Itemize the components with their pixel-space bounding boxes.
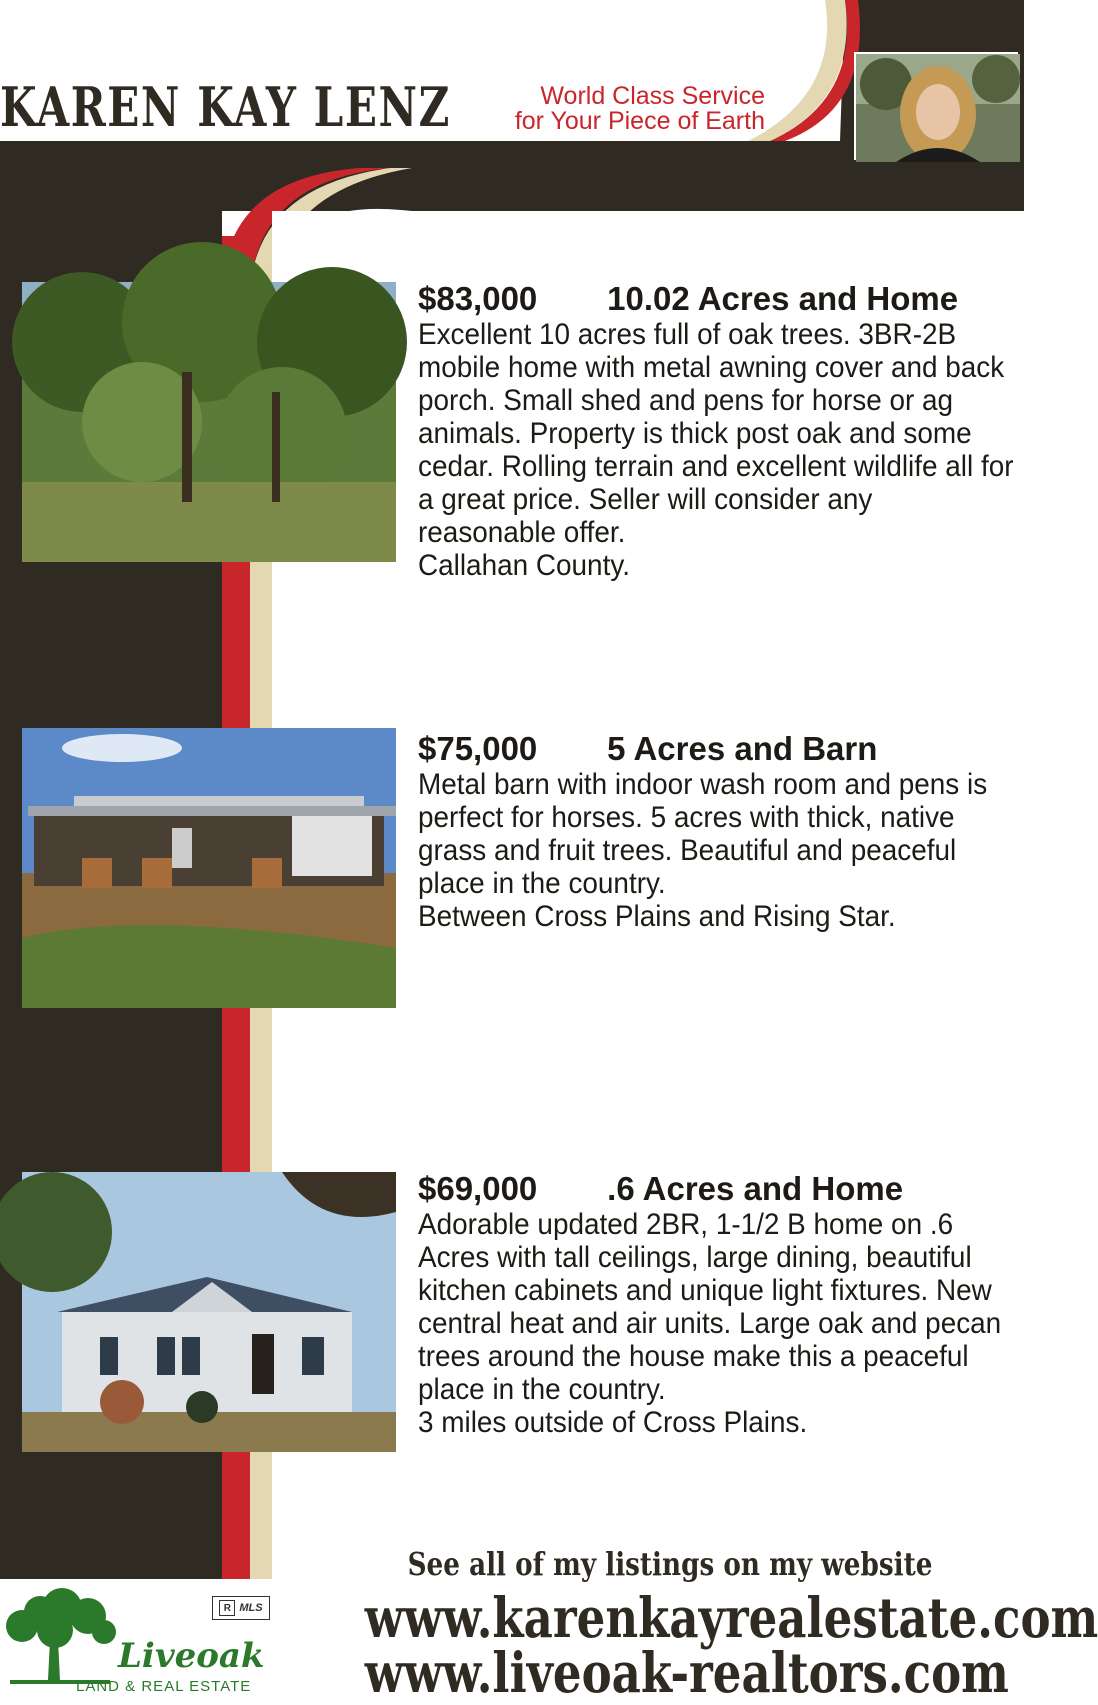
listing-3: [418, 1170, 1018, 1439]
listing-2: [418, 730, 1018, 933]
realtor-icon: R: [219, 1600, 235, 1616]
listing-photo-barn: [22, 728, 396, 1008]
listing-3-title: .6 Acres and Home: [607, 1170, 904, 1207]
listing-2-location: Between Cross Plains and Rising Star.: [418, 900, 896, 933]
liveoak-subtitle: LAND & REAL ESTATE: [76, 1678, 252, 1695]
listing-1-heading: [418, 280, 1018, 318]
listing-2-price: $75,000: [418, 730, 538, 767]
listing-3-location: 3 miles outside of Cross Plains.: [418, 1406, 808, 1439]
mls-label: MLS: [239, 1602, 263, 1614]
listing-1-price: $83,000: [418, 280, 538, 317]
see-all-listings: See all of my listings on my website: [407, 1545, 933, 1583]
listing-1: [418, 280, 1018, 582]
listing-1-location: Callahan County.: [418, 549, 630, 582]
liveoak-brand: Liveoak: [118, 1636, 265, 1676]
tagline: [425, 84, 765, 134]
listing-2-heading: [418, 730, 1018, 768]
mls-badge: [212, 1596, 270, 1620]
listing-2-title: 5 Acres and Barn: [607, 730, 878, 767]
listing-3-price: $69,000: [418, 1170, 538, 1207]
listing-photo-oak-trees: [22, 282, 396, 562]
listing-3-description: Adorable updated 2BR, 1-1/2 B home on .6 Acres with tall ceilings, large dining, beautiful kitchen cabinets and unique light fixtures. New central heat and air units. Large oak and pecan trees around the house make this a peaceful place in the country. 3 miles outside of Cross Plains.: [418, 1208, 1002, 1439]
listing-1-description: Excellent 10 acres full of oak trees. 3BR-2B mobile home with metal awning cover and back porch. Small shed and pens for horse or ag animals. Property is thick post oak and some cedar. Rolling terrain and excellent wildlife all for a great price. Seller will consider any reasonable offer. Callahan County.: [418, 318, 1014, 582]
listing-photo-house: [22, 1172, 396, 1452]
tagline-line-1: World Class Service: [540, 82, 765, 110]
listing-2-description: Metal barn with indoor wash room and pens is perfect for horses. 5 acres with thick, native grass and fruit trees. Beautiful and peaceful place in the country. Between Cross Plains and Rising Star.: [418, 768, 988, 933]
website-link-liveoak[interactable]: www.liveoak-realtors.com: [364, 1640, 1009, 1705]
agent-photo: [854, 52, 1018, 160]
agent-name: KAREN KAY LENZ: [0, 75, 451, 139]
listing-1-title: 10.02 Acres and Home: [607, 280, 959, 317]
listing-3-heading: [418, 1170, 1018, 1208]
tagline-line-2: for Your Piece of Earth: [514, 107, 765, 135]
website-link-karenkay[interactable]: www.karenkayrealestate.com: [364, 1585, 1098, 1650]
